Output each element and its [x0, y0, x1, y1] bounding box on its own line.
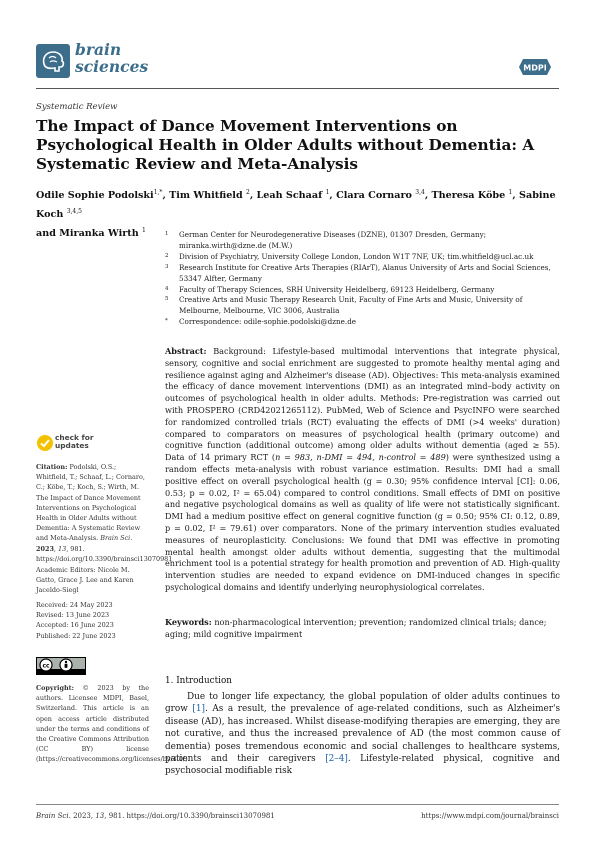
academic-editors: Academic Editors: Nicole M. Gatto, Grace J. Lee and Karen Jaceldo-Siegl — [36, 566, 134, 595]
journal-logo-icon — [36, 44, 70, 78]
abstract — [165, 346, 560, 594]
affiliation-text: Faculty of Therapy Sciences, SRH University Heidelberg, 69123 Heidelberg, Germany — [179, 284, 495, 294]
abstract-label: Abstract: — [165, 346, 207, 356]
section-heading: 1. Introduction — [165, 676, 232, 686]
abstract-text: ) were synthesized using a random effects meta-analysis with robust variance estimation. Results: DMI had a small positive effect on overall psychological health (g = 0.30; 95% confidence interval [CI]: 0.06, 0.53; p = 0.02, I² = 65.04) compared to control conditions. Small effects of DMI on positive and negative psychological domains as well as quality of life were not statistically significant. DMI had a medium positive effect on general cognitive function (g = 0.50; 95% CI: 0.12, 0.89, p = 0.02, I² = 79.61) over comparators. None of the primary intervention studies evaluated measures of neuroplasticity. Conclusions: We found that DMI was effective in promoting mental health amongst older adults without dementia, suggesting that the multimodal enrichment tool is a potential strategy for health promotion and prevention of AD. High-quality intervention studies are needed to expand evidence on DMI-induced changes in specific psychological domains and identify underlying neurophysiological correlates. — [165, 452, 561, 592]
footer-journal-url[interactable]: https://www.mdpi.com/journal/brainsci — [421, 812, 559, 820]
correspondence — [165, 317, 560, 328]
date-published: Published: 22 June 2023 — [36, 631, 116, 640]
journal-name-line2: sciences — [75, 57, 149, 76]
copyright-label: Copyright: — [36, 684, 75, 692]
author-name: Leah Schaaf — [256, 190, 323, 202]
publisher-name: MDPI — [523, 63, 547, 73]
author-name: Tim Whitfield — [169, 190, 243, 202]
intro-text: Due to longer life expectancy, the global population of older adults continues to grow — [165, 692, 560, 715]
author-affil: 1 — [325, 189, 330, 196]
reference-link[interactable]: [1] — [192, 704, 205, 715]
author-list: Odile Sophie Podolski$^{1,*}$, Tim Whitfield $^2$, Leah Schaaf $^1$, Clara Cornaro $^{3,4}$, Theresa Köbe $^1$, Sabine Koch $^{3,4,5}$ and Miranka Wirth $^1$ — [36, 189, 556, 240]
date-accepted: Accepted: 16 June 2023 — [36, 621, 114, 630]
abstract-sample-size: n = 983, n-DMI = 494, n-control = 489 — [275, 452, 446, 463]
affiliation-item — [165, 252, 560, 263]
footer-doi[interactable]: , 981. https://doi.org/10.3390/brainsci13070981 — [104, 812, 275, 820]
cc-by-license-icon[interactable] — [36, 657, 86, 675]
affiliation-text: Division of Psychiatry, University College London, London W1T 7NF, UK; tim.whitfield@ucl.ac.uk — [179, 251, 534, 261]
journal-name-line1: brain — [75, 40, 122, 59]
abstract-text: Background: Lifestyle-based multimodal interventions that integrate physical, sensory, cognitive and social enrichment are suggested to promote healthy mental aging and resilience against aging and Alzheimer's disease (AD). Objectives: This meta-analysis examined the efficacy of dance movement interventions (DMI) as an integrated mind–body activity on outcomes of psychological health in older adults. Methods: Pre-registration was carried out with PROSPERO (CRD42021265112). PubMed, Web of Science and PsycINFO were searched for randomized controlled trials (RCT) evaluating the effects of DMI (>4 weeks' duration) compared to comparators on measures of psychological health (primary outcome) and cognitive function (additional outcome) among older adults without dementia (aged ≥ 55). Data of 14 primary RCT ( — [165, 346, 560, 463]
affiliation-number: 4 — [165, 285, 169, 292]
svg-text:cc: cc — [42, 662, 50, 670]
citation-year: 2023 — [36, 544, 54, 553]
affiliation-number: 3 — [165, 263, 169, 270]
correspondence-text: Correspondence: odile-sophie.podolski@dzne.de — [179, 317, 357, 327]
check-for-updates-line2: updates — [55, 441, 89, 451]
affiliation-number: 2 — [165, 252, 169, 259]
journal-name — [75, 41, 148, 75]
author-name: Sabine Koch — [36, 190, 556, 221]
check-for-updates-line1: check for — [55, 433, 94, 442]
footer-divider — [36, 804, 559, 805]
author-affil: 3,4,5 — [66, 208, 82, 216]
date-revised: Revised: 13 June 2023 — [36, 611, 110, 620]
keywords-label: Keywords: — [165, 617, 212, 627]
intro-text: . As a result, the prevalence of age-related conditions, such as Alzheimer's disease (AD), has increased. Whilst disease-modifying therapies are emerging, they are not curative, and thus the increased prevalence of AD (the most common cause of dementia) poses tremendous economic and social challenges to healthcare systems, patients and their caregivers — [165, 704, 560, 765]
affiliation-number: 1 — [165, 231, 169, 237]
copyright-text: © 2023 by the authors. Licensee MDPI, Basel, Switzerland. This article is an open access article distributed under the terms and conditions of the Creative Commons Attribution (CC BY) license (https://creativecommons.org/licenses/by/4.0/). — [36, 684, 190, 764]
date-received: Received: 24 May 2023 — [36, 601, 113, 609]
citation-block: Citation: Podolski, O.S.; Whitfield, T.; Schaaf, L.; Cornaro, C.; Köbe, T.; Koch, S.; Wirth, M. The Impact of Dance Movement Interventions on Psychological Health in Older Adults without Dementia: A Systematic Review and Meta-Analysis. Brain Sci. 2023, 13, 981. https://doi.org/10.3390/brainsci13070981 — [36, 463, 173, 563]
check-for-updates-icon[interactable] — [36, 434, 54, 452]
author-name: Theresa Köbe — [431, 190, 506, 202]
paper-title: The Impact of Dance Movement Interventions on Psychological Health in Older Adults without Dementia: A Systematic Review and Meta-Analysis — [36, 117, 535, 173]
affiliation-number: * — [165, 318, 168, 325]
author-affil: 2 — [246, 189, 250, 196]
footer-citation: Brain Sci. 2023, 13, 981. https://doi.org/10.3390/brainsci13070981 — [36, 812, 275, 820]
affiliation-text: Creative Arts and Music Therapy Research Unit, Faculty of Fine Arts and Music, University of Melbourne, Melbourne, VIC 3006, Australia — [179, 295, 523, 316]
author-name: Odile Sophie Podolski — [36, 190, 154, 202]
affiliation-text: German Center for Neurodegenerative Diseases (DZNE), 01307 Dresden, Germany; miranka.wirth@dzne.de (M.W.) — [179, 230, 487, 250]
author-name: Clara Cornaro — [336, 190, 412, 202]
affiliation-item — [165, 295, 560, 317]
affiliation-item — [165, 230, 560, 252]
author-affil: 3,4 — [415, 189, 425, 196]
citation-label: Citation: — [36, 463, 68, 471]
author-affil: 1 — [142, 227, 146, 235]
affiliation-item — [165, 285, 560, 296]
author-name: Miranka Wirth — [59, 228, 139, 240]
article-type: Systematic Review — [36, 102, 118, 112]
keywords-text: non-pharmacological intervention; prevention; randomized clinical trials; dance; aging; mild cognitive impairment — [165, 617, 547, 639]
footer-journal: Brain Sci. — [36, 812, 71, 820]
footer-volume: 13 — [95, 812, 105, 820]
reference-link[interactable]: [2–4] — [325, 754, 348, 765]
check-for-updates-button[interactable] — [55, 434, 93, 451]
author-affil: 1 — [508, 189, 513, 196]
affiliation-number: 5 — [165, 296, 169, 303]
footer-year: 2023 — [73, 812, 91, 820]
affiliation-text: Research Institute for Creative Arts Therapies (RIArT), Alanus University of Arts and Social Sciences, 53347 Alfter, Germany — [179, 262, 551, 283]
affiliations — [165, 230, 560, 328]
publisher-logo — [517, 57, 553, 77]
intro-paragraph — [165, 691, 560, 778]
affiliation-item — [165, 263, 560, 285]
citation-text: Podolski, O.S.; Whitfield, T.; Schaaf, L.; Cornaro, C.; Köbe, T.; Koch, S.; Wirth, M. The Impact of Dance Movement Interventions on Psychological Health in Older Adults without Dementia: A Systematic Review and Meta-Analysis. — [36, 463, 145, 543]
author-affil: 1,* — [153, 189, 163, 196]
citation-doi[interactable]: , 981. https://doi.org/10.3390/brainsci13070981 — [36, 544, 173, 563]
intro-text: . Lifestyle-related physical, cognitive and psychosocial modifiable risk — [165, 754, 560, 777]
copyright-block — [36, 683, 190, 765]
keywords — [165, 617, 560, 641]
header-divider — [36, 88, 559, 89]
citation-volume: 13 — [58, 544, 67, 553]
citation-journal: Brain Sci. — [100, 534, 133, 543]
dates-block — [36, 600, 149, 641]
